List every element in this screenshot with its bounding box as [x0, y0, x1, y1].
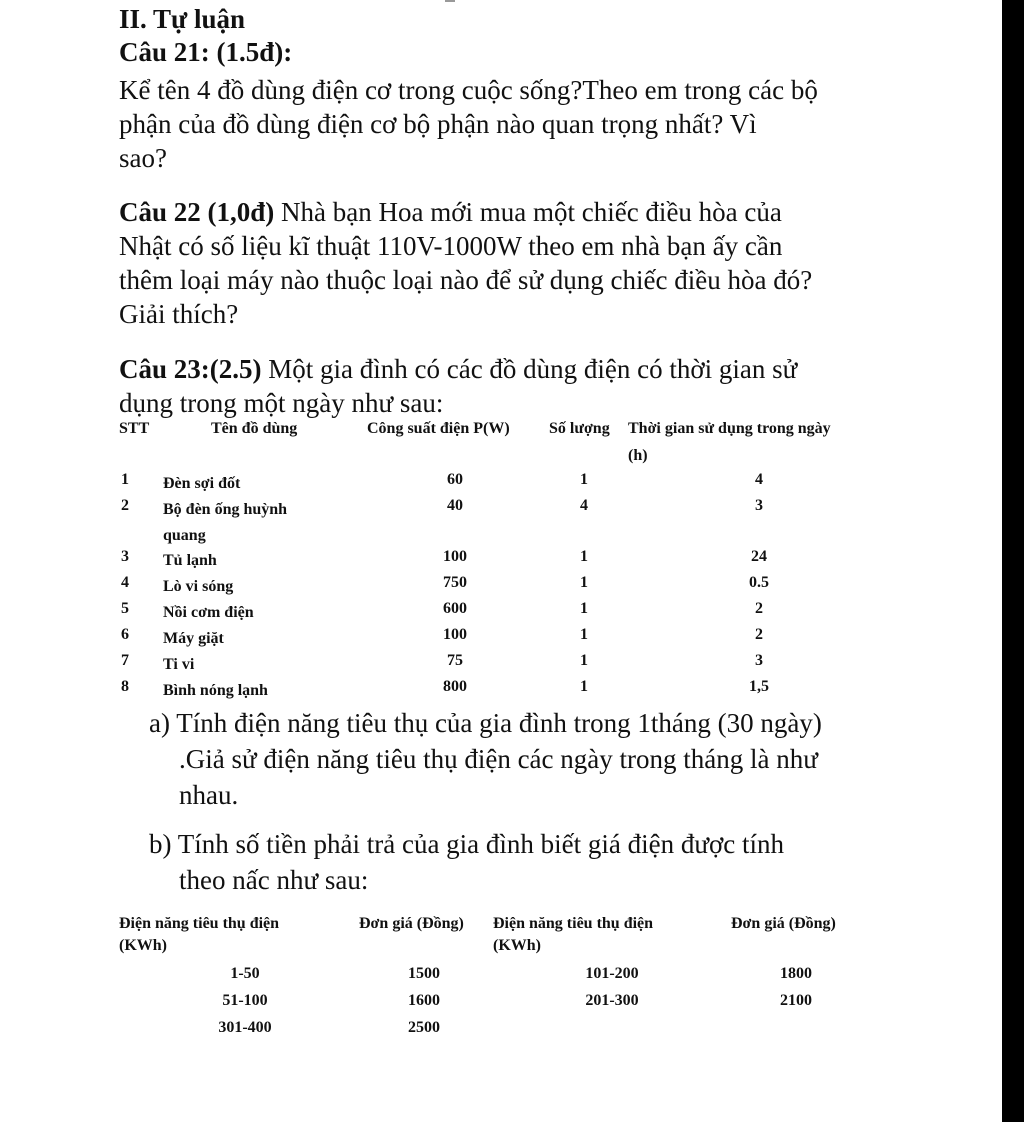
sub-question-b [149, 826, 909, 898]
row-stt: 8 [121, 678, 129, 695]
price-range-cell: 201-300 [585, 992, 639, 1009]
row-time: 24 [751, 548, 767, 565]
row-time: 2 [755, 626, 763, 643]
q21-text [119, 73, 909, 175]
row-power: 40 [447, 497, 463, 514]
sub-b-line: b) Tính số tiền phải trả của gia đình biết giá điện được tính [149, 829, 785, 859]
row-stt: 2 [121, 497, 129, 514]
row-power: 100 [443, 548, 467, 565]
sub-a-line: .Giả sử điện năng tiêu thụ điện các ngày trong tháng là như [179, 744, 818, 774]
row-power: 75 [447, 652, 463, 669]
header-energy-1-unit: (KWh) [119, 937, 167, 954]
price-header-energy-1 [119, 913, 279, 957]
row-quantity: 1 [580, 548, 588, 565]
q22-line: Nhật có số liệu kĩ thuật 110V-1000W theo em nhà bạn ấy cần [119, 231, 783, 261]
q21-line: Kể tên 4 đồ dùng điện cơ trong cuộc sống?Theo em trong các bộ [119, 75, 818, 105]
table-row [119, 574, 899, 600]
row-power: 750 [443, 574, 467, 591]
row-name: Lò vi sóng [163, 578, 234, 595]
q23-line: Một gia đình có các đồ dùng điện có thời gian sử [261, 354, 798, 384]
row-quantity: 1 [580, 600, 588, 617]
price-range-cell: 301-400 [218, 1019, 272, 1036]
price-range-cell: 1-50 [230, 965, 260, 982]
sub-b-line: theo nấc như sau: [179, 865, 369, 895]
row-power: 100 [443, 626, 467, 643]
sub-a-line: nhau. [179, 780, 239, 810]
table-row [119, 497, 899, 547]
price-header-energy-2 [493, 913, 653, 957]
row-quantity: 1 [580, 652, 588, 669]
row-quantity: 1 [580, 574, 588, 591]
row-name-line: quang [163, 527, 206, 544]
row-stt: 7 [121, 652, 129, 669]
price-range-cell: 51-100 [222, 992, 268, 1009]
row-name: Nồi cơm điện [163, 604, 254, 621]
header-name: Tên đồ dùng [211, 420, 298, 437]
row-name: Máy giặt [163, 630, 224, 647]
appliance-table-header [119, 420, 899, 464]
header-quantity: Số lượng [549, 420, 610, 437]
table-row [119, 678, 899, 704]
row-time: 0.5 [749, 574, 769, 591]
row-time: 3 [755, 652, 763, 669]
header-stt: STT [119, 420, 150, 437]
price-value-cell: 1600 [408, 992, 440, 1009]
row-quantity: 1 [580, 471, 588, 488]
row-time: 1,5 [749, 678, 769, 695]
q23-label: Câu 23:(2.5) [119, 354, 262, 384]
row-stt: 3 [121, 548, 129, 565]
row-power: 60 [447, 471, 463, 488]
row-quantity: 1 [580, 678, 588, 695]
row-name: Đèn sợi đốt [163, 475, 241, 492]
price-value-cell: 1800 [780, 965, 812, 982]
price-value-cell: 1500 [408, 965, 440, 982]
q21-heading: Câu 21: (1.5đ): [119, 37, 293, 67]
price-header-price-2: Đơn giá (Đồng) [731, 915, 836, 932]
row-power: 600 [443, 600, 467, 617]
table-row [119, 600, 899, 626]
row-stt: 6 [121, 626, 129, 643]
row-time: 4 [755, 471, 763, 488]
q23-line: dụng trong một ngày như sau: [119, 388, 444, 418]
row-stt: 1 [121, 471, 129, 488]
row-time: 2 [755, 600, 763, 617]
q22-line: Nhà bạn Hoa mới mua một chiếc điều hòa của [274, 197, 782, 227]
q21-line: phận của đồ dùng điện cơ bộ phận nào quan trọng nhất? Vì [119, 109, 757, 139]
q23-text [119, 352, 909, 420]
price-header-price-1: Đơn giá (Đồng) [359, 915, 464, 932]
header-energy-2: Điện năng tiêu thụ điện [493, 915, 654, 932]
q21-line: sao? [119, 143, 167, 173]
header-power: Công suất điện P(W) [367, 420, 510, 437]
row-quantity: 1 [580, 626, 588, 643]
sub-a-line: a) Tính điện năng tiêu thụ của gia đình trong 1tháng (30 ngày) [149, 708, 822, 738]
row-quantity: 4 [580, 497, 588, 514]
header-time: Thời gian sử dụng trong ngày [628, 420, 831, 437]
price-value-cell: 2100 [780, 992, 812, 1009]
row-time: 3 [755, 497, 763, 514]
q22-line: Giải thích? [119, 299, 239, 329]
row-name: Tủ lạnh [163, 552, 217, 569]
scan-edge-bar [1002, 0, 1024, 1122]
header-time-unit: (h) [628, 447, 648, 464]
row-stt: 4 [121, 574, 129, 591]
q22-text [119, 195, 909, 331]
row-name: Ti vi [163, 656, 195, 673]
row-stt: 5 [121, 600, 129, 617]
table-row [119, 652, 899, 678]
table-row [119, 626, 899, 652]
price-range-cell: 101-200 [585, 965, 639, 982]
sub-question-a [149, 705, 909, 813]
row-power: 800 [443, 678, 467, 695]
table-row [119, 471, 899, 497]
price-value-cell: 2500 [408, 1019, 440, 1036]
row-name: Bình nóng lạnh [163, 682, 268, 699]
scan-mark [445, 0, 455, 2]
section-title: II. Tự luận [119, 4, 246, 34]
header-energy-2-unit: (KWh) [493, 937, 541, 954]
row-name [163, 497, 363, 549]
table-row [119, 548, 899, 574]
q22-line: thêm loại máy nào thuộc loại nào để sử dụng chiếc điều hòa đó? [119, 265, 813, 295]
q22-label: Câu 22 (1,0đ) [119, 197, 275, 227]
header-energy-1: Điện năng tiêu thụ điện [119, 915, 280, 932]
row-name-line: Bộ đèn ống huỳnh [163, 501, 288, 518]
